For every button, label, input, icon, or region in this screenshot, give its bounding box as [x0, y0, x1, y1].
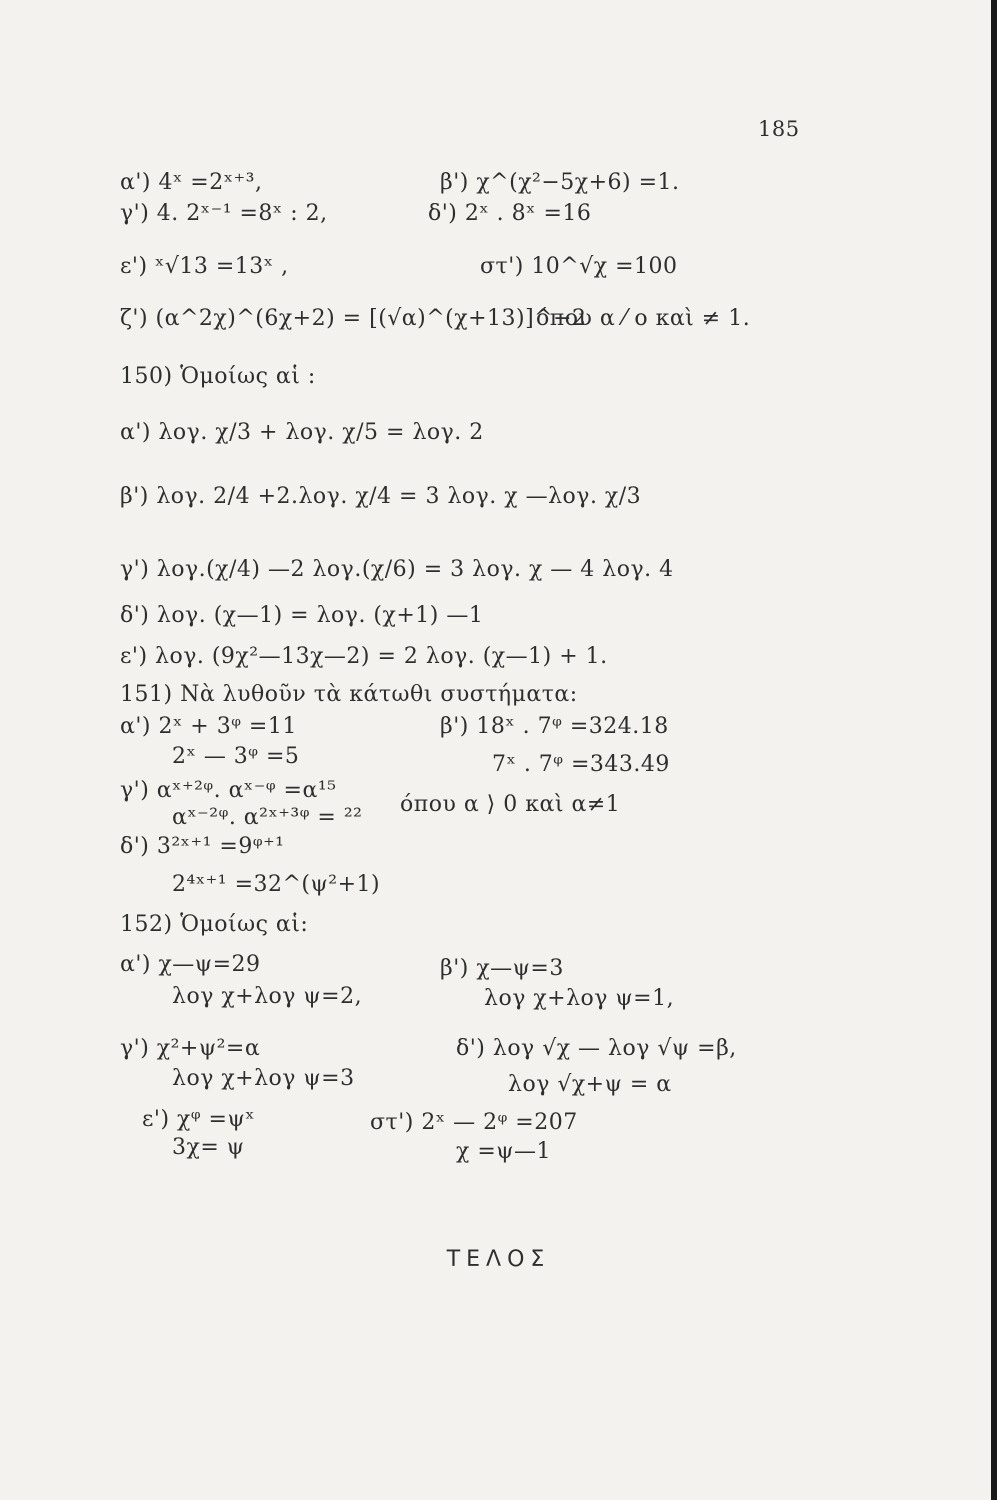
- eq-150-gamma: γ') λογ.(χ/4) —2 λογ.(χ/6) = 3 λογ. χ — 4 λογ. 4: [120, 557, 674, 582]
- sys-152-gamma-1: γ') χ²+ψ²=α: [120, 1036, 261, 1061]
- page-number: 185: [758, 117, 800, 141]
- sys-151-gamma-2: αˣ⁻²ᵠ. α²ˣ⁺³ᵠ = ²²: [172, 805, 363, 830]
- sys-151-alpha-2: 2ˣ — 3ᵠ =5: [172, 744, 300, 769]
- heading-152: 152) Ὁμοίως αἱ:: [120, 912, 309, 937]
- eq-149-epsilon: ε') ˣ√13 =13ˣ ,: [120, 254, 289, 279]
- sys-152-gamma-2: λογ χ+λογ ψ=3: [172, 1066, 355, 1091]
- sys-152-epsilon-1: ε') χᵠ =ψˣ: [142, 1107, 256, 1132]
- sys-152-st-1: στ') 2ˣ — 2ᵠ =207: [370, 1110, 578, 1135]
- sys-151-gamma-condition: όπου α ⟩ 0 καὶ α≠1: [400, 792, 621, 817]
- sys-151-beta-2: 7ˣ . 7ᵠ =343.49: [492, 752, 670, 777]
- sys-152-delta-1: δ') λογ √χ — λογ √ψ =β,: [456, 1036, 737, 1061]
- end-title: ΤΕΛΟΣ: [446, 1247, 551, 1272]
- eq-149-zeta: ζ') (α^2χ)^(6χ+2) = [(√α)^(χ+13)]^−2: [120, 306, 587, 331]
- eq-149-beta: β') χ^(χ²−5χ+6) =1.: [440, 170, 680, 195]
- sys-152-st-2: χ =ψ—1: [456, 1139, 552, 1164]
- eq-150-delta: δ') λογ. (χ—1) = λογ. (χ+1) —1: [120, 603, 484, 628]
- eq-149-condition: όπου α ⁄ ο καὶ ≠ 1.: [536, 306, 751, 331]
- sys-151-alpha-1: α') 2ˣ + 3ᵠ =11: [120, 714, 297, 739]
- sys-152-alpha-1: α') χ—ψ=29: [120, 952, 261, 977]
- sys-152-alpha-2: λογ χ+λογ ψ=2,: [172, 984, 363, 1009]
- sys-152-beta-2: λογ χ+λογ ψ=1,: [484, 986, 675, 1011]
- heading-151: 151) Νὰ λυθοῦν τὰ κάτωθι συστήματα:: [120, 682, 578, 707]
- sys-151-delta-2: 2⁴ˣ⁺¹ =32^(ψ²+1): [172, 872, 381, 897]
- eq-149-st: στ') 10^√χ =100: [480, 254, 678, 279]
- sys-151-delta-1: δ') 3²ˣ⁺¹ =9ᵠ⁺¹: [120, 834, 285, 859]
- eq-150-epsilon: ε') λογ. (9χ²—13χ—2) = 2 λογ. (χ—1) + 1.: [120, 644, 608, 669]
- eq-149-gamma: γ') 4. 2ˣ⁻¹ =8ˣ : 2,: [120, 201, 328, 226]
- sys-152-beta-1: β') χ—ψ=3: [440, 956, 564, 981]
- eq-150-alpha: α') λογ. χ/3 + λογ. χ/5 = λογ. 2: [120, 420, 484, 445]
- sys-152-delta-2: λογ √χ+ψ = α: [508, 1072, 672, 1097]
- eq-149-alpha: α') 4ˣ =2ˣ⁺³,: [120, 170, 263, 195]
- sys-152-epsilon-2: 3χ= ψ: [172, 1135, 245, 1160]
- sys-151-gamma-1: γ') αˣ⁺²ᵠ. αˣ⁻ᵠ =α¹⁵: [120, 778, 337, 803]
- eq-149-delta: δ') 2ˣ . 8ˣ =16: [428, 201, 592, 226]
- page-edge-shadow: [991, 0, 997, 1500]
- eq-150-beta: β') λογ. 2/4 +2.λογ. χ/4 = 3 λογ. χ —λογ. χ/3: [120, 484, 642, 509]
- sys-151-beta-1: β') 18ˣ . 7ᵠ =324.18: [440, 714, 669, 739]
- heading-150: 150) Ὁμοίως αἱ :: [120, 364, 316, 389]
